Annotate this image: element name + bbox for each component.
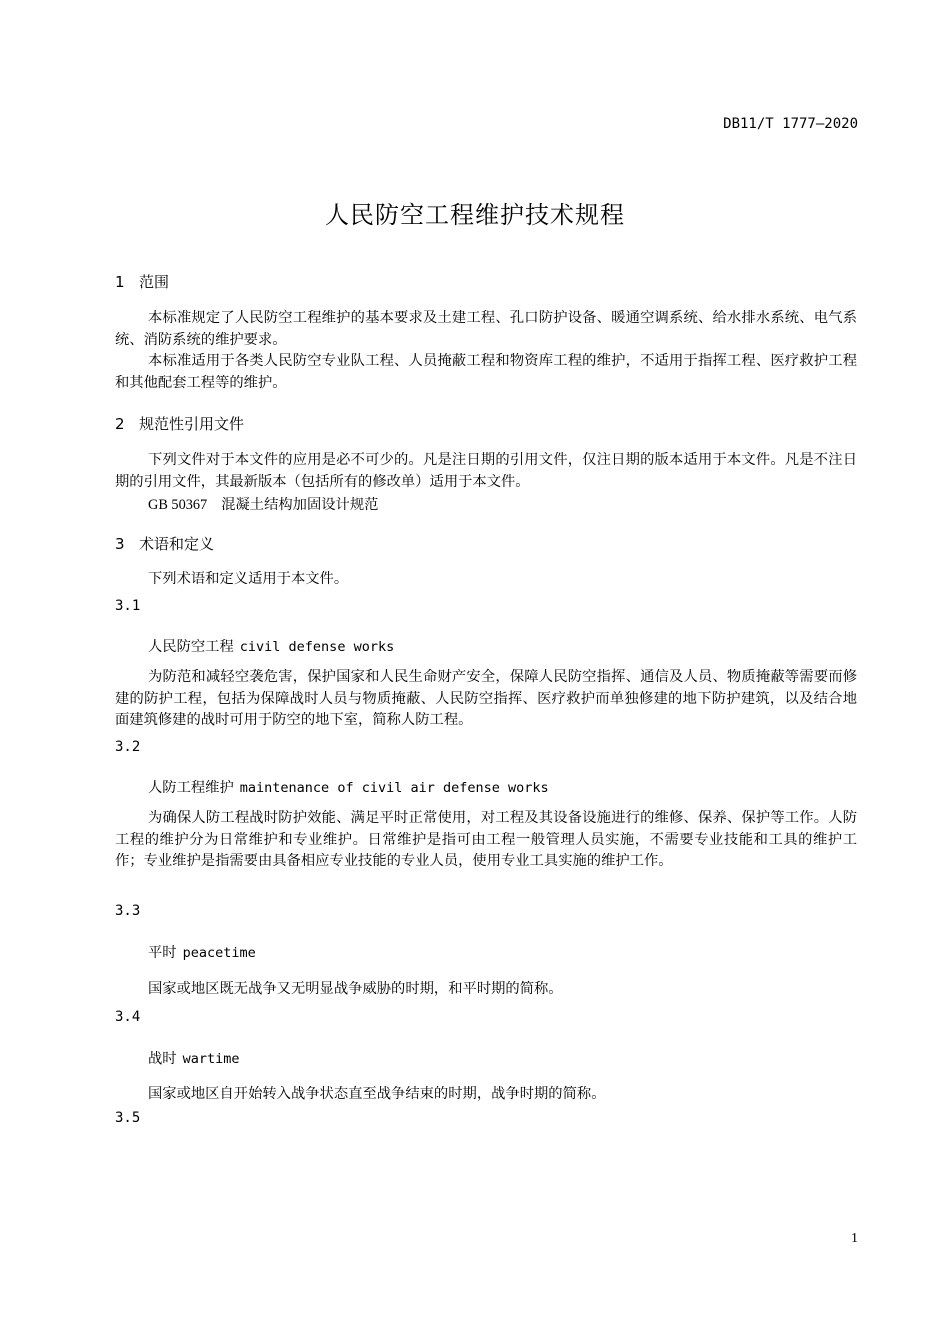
section-title: 规范性引用文件 (139, 415, 245, 433)
term-definition: 国家或地区既无战争又无明显战争威胁的时期，和平时期的简称。 (148, 981, 563, 997)
standard-number: DB11/T 1777—2020 (723, 116, 858, 132)
term-heading (148, 1048, 240, 1068)
term-definition: 为防范和减轻空袭危害，保护国家和人民生命财产安全，保障人民防空指挥、通信及人员、物质掩蔽等需要而修建的防护工程，包括为保障战时人员与物质掩蔽、人民防空指挥、医疗救护而单独修建的地下防护建筑，以及结合地面建筑修建的战时可用于防空的地下室，简称人防工程。 (115, 669, 857, 728)
term-chinese: 人民防空工程 (148, 639, 234, 655)
term-heading (148, 777, 549, 797)
section-heading-3 (115, 533, 214, 554)
section-number: 2 (115, 415, 125, 433)
clause-number: 3.4 (115, 1009, 141, 1025)
term-heading (148, 636, 394, 656)
term-chinese: 人防工程维护 (148, 780, 234, 796)
term-definition: 国家或地区自开始转入战争状态直至战争结束的时期，战争时期的简称。 (148, 1086, 606, 1102)
term-english: wartime (182, 1051, 240, 1067)
paragraph: 下列文件对于本文件的应用是必不可少的。凡是注日期的引用文件，仅注日期的版本适用于本文件。凡是不注日期的引用文件，其最新版本（包括所有的修改单）适用于本文件。 (115, 452, 857, 490)
term-chinese: 平时 (148, 945, 177, 961)
term-english: civil defense works (239, 639, 395, 655)
reference-code: GB 50367 (148, 497, 208, 513)
clause-number: 3.2 (115, 739, 141, 755)
section-number: 1 (115, 273, 125, 291)
term-chinese: 战时 (148, 1051, 177, 1067)
section-number: 3 (115, 535, 125, 553)
paragraph: 本标准规定了人民防空工程维护的基本要求及土建工程、孔口防护设备、暖通空调系统、给水排水系统、电气系统、消防系统的维护要求。 (115, 310, 857, 348)
term-definition: 为确保人防工程战时防护效能、满足平时正常使用，对工程及其设备设施进行的维修、保养、保护等工作。人防工程的维护分为日常维护和专业维护。日常维护是指可由工程一般管理人员实施，不需要专业技能和工具的维护工作；专业维护是指需要由具备相应专业技能的专业人员，使用专业工具实施的维护工作。 (115, 810, 857, 869)
section-title: 术语和定义 (139, 535, 215, 553)
page-number: 1 (851, 1231, 858, 1246)
section-heading-2 (115, 413, 244, 434)
clause-number: 3.3 (115, 903, 141, 919)
clause-number: 3.1 (115, 598, 141, 614)
reference-title: 混凝土结构加固设计规范 (221, 497, 379, 513)
section-title: 范围 (139, 273, 170, 291)
clause-number: 3.5 (115, 1110, 141, 1126)
term-english: peacetime (182, 945, 256, 961)
paragraph: 本标准适用于各类人民防空专业队工程、人员掩蔽工程和物资库工程的维护，不适用于指挥工程、医疗救护工程和其他配套工程等的维护。 (115, 353, 857, 391)
document-title: 人民防空工程维护技术规程 (325, 201, 625, 229)
paragraph: 下列术语和定义适用于本文件。 (148, 571, 349, 587)
term-english: maintenance of civil air defense works (239, 780, 549, 796)
section-heading-1 (115, 271, 169, 292)
term-heading (148, 942, 256, 962)
normative-reference (148, 494, 378, 514)
